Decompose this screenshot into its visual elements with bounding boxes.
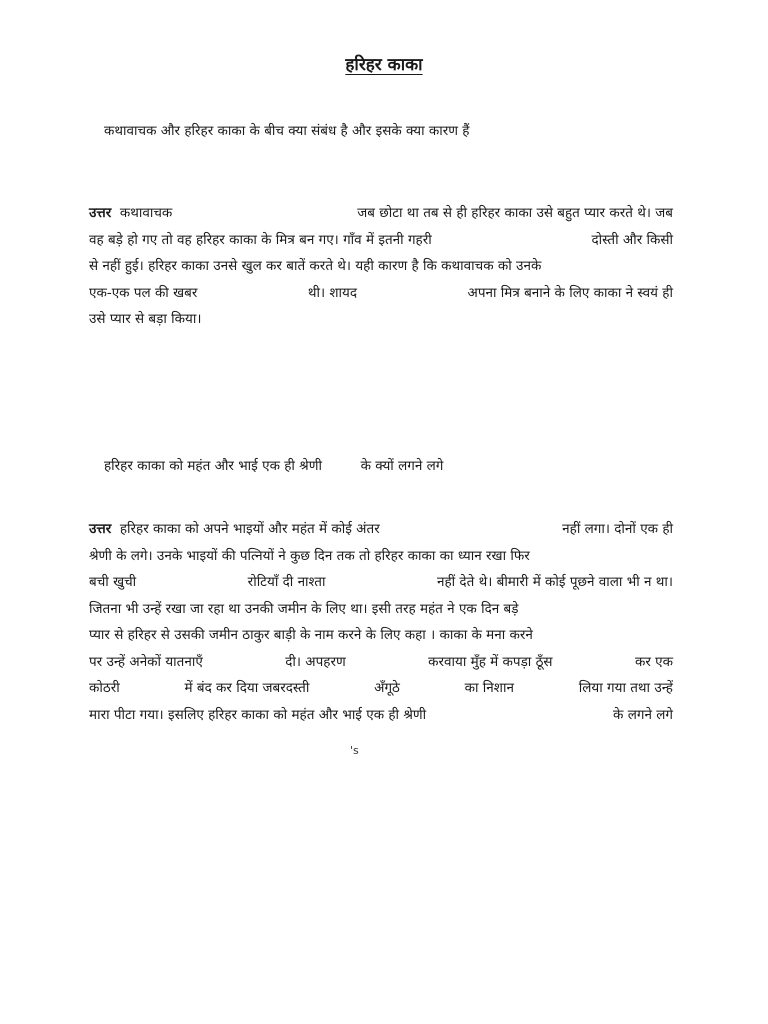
text-segment: एक-एक पल की खबर (89, 284, 198, 301)
answer-1-line-4 (89, 280, 673, 307)
text-segment: मारा पीटा गया। इसलिए हरिहर काका को महंत और भाई एक ही श्रेणी (89, 706, 427, 723)
answer-2-line-1 (89, 516, 673, 543)
text-segment: से नहीं हुई। हरिहर काका उनसे खुल कर बातें करते थे। यही कारण है कि कथावाचक को उनके (89, 258, 542, 274)
text-segment: अपना मित्र बनाने के लिए काका ने स्वयं ही (467, 284, 673, 301)
text-segment: जितना भी उन्हें रखा जा रहा था उनकी जमीन के लिए था। इसी तरह महंत ने एक दिन बड़े (89, 600, 519, 617)
text-segment: श्रेणी के लगे। उनके भाइयों की पत्नियों ने कुछ दिन तक तो हरिहर काका का ध्यान रखा फिर (89, 547, 530, 564)
text-segment: उसे प्यार से बड़ा किया। (89, 311, 202, 327)
answer-1-line-5 (89, 306, 673, 333)
text-segment: कथावाचक (119, 205, 173, 221)
answer-2-label: उत्तर (89, 521, 112, 537)
text-segment: करवाया मुँह में कपड़ा ठूँस (428, 653, 553, 670)
stray-mark: 's (350, 744, 359, 757)
text-segment: अँगूठे (374, 680, 400, 696)
text-segment: नहीं लगा। दोनों एक ही (562, 521, 673, 537)
text-segment: का निशान (464, 680, 514, 696)
answer-2-line-5 (89, 622, 673, 649)
answer-1-line-1 (89, 200, 673, 227)
question-1: कथावाचक और हरिहर काका के बीच क्या संबंध है और इसके क्या कारण हैं (104, 123, 470, 139)
text-segment: रोटियाँ दी नाश्ता (247, 574, 326, 590)
answer-2-line-6 (89, 649, 673, 676)
text-segment: दी। अपहरण (285, 653, 346, 670)
page-title: हरिहर काका (345, 55, 423, 75)
text-segment: कर एक (634, 653, 673, 670)
text-segment: के लगने लगे (613, 706, 673, 723)
text-segment: में बंद कर दिया जबरदस्ती (184, 680, 310, 696)
answer-2-line-4 (89, 596, 673, 623)
answer-1 (89, 200, 673, 333)
answer-2 (89, 516, 673, 728)
text-segment: जब छोटा था तब से ही हरिहर काका उसे बहुत प्यार करते थे। जब (357, 205, 673, 221)
text-segment: पर उन्हें अनेकों यातनाएँ (89, 653, 203, 670)
answer-2-line-2 (89, 543, 673, 570)
question-2-part-1: हरिहर काका को महंत और भाई एक ही श्रेणी (104, 458, 322, 474)
question-2-part-2: के क्यों लगने लगे (360, 458, 444, 474)
text-segment: प्यार से हरिहर से उसकी जमीन ठाकुर बाड़ी के नाम करने के लिए कहा । काका के मना करने (89, 627, 533, 643)
text-segment: बची खुची (89, 574, 137, 590)
answer-1-line-3 (89, 253, 673, 280)
answer-1-label: उत्तर (89, 205, 112, 221)
answer-2-line-7 (89, 675, 673, 702)
text-segment: दोस्ती और किसी (591, 231, 673, 248)
text-segment: थी। शायद (307, 284, 358, 301)
text-segment: वह बड़े हो गए तो वह हरिहर काका के मित्र बन गए। गाँव में इतनी गहरी (89, 231, 432, 248)
text-segment: नहीं देते थे। बीमारी में कोई पूछने वाला भी न था। (436, 574, 673, 590)
question-2 (104, 456, 443, 474)
answer-1-line-2 (89, 227, 673, 254)
answer-2-line-3 (89, 569, 673, 596)
text-segment: लिया गया तथा उन्हें (578, 680, 673, 696)
text-segment: हरिहर काका को अपने भाइयों और महंत में कोई अंतर (119, 521, 380, 537)
answer-2-line-8 (89, 702, 673, 729)
text-segment: कोठरी (89, 680, 120, 696)
